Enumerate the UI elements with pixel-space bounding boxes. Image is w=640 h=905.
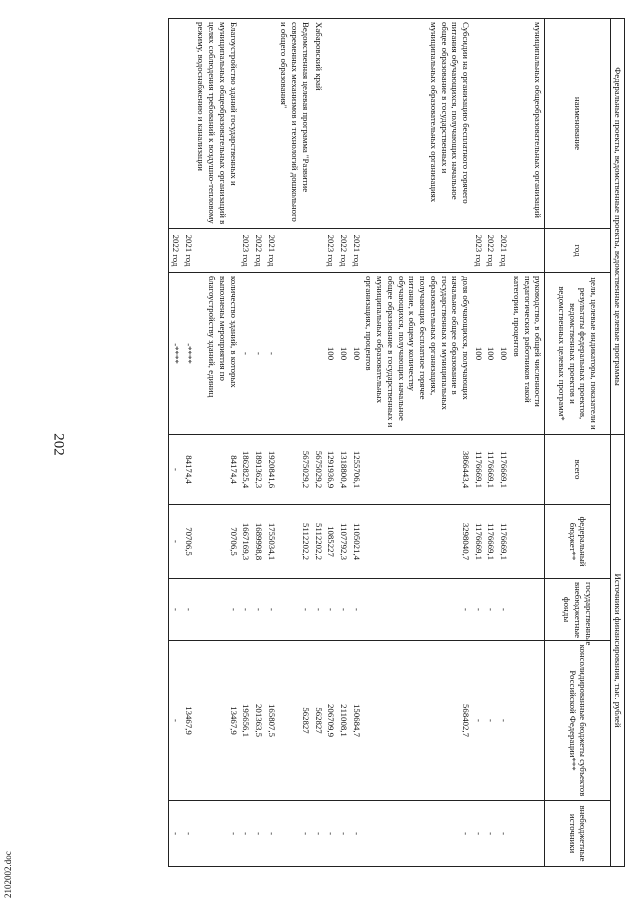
cell-total: 1255706,1 <box>350 435 363 505</box>
cell-regional: - <box>169 641 182 801</box>
cell-extra <box>510 801 545 867</box>
cell-federal: 1176669,1 <box>485 505 498 579</box>
cell-federal: 1105021,4 <box>350 505 363 579</box>
cell-total: - <box>169 435 182 505</box>
cell-year: 2022 год <box>485 229 498 273</box>
table-row <box>252 19 265 867</box>
cell-extra: - <box>497 801 510 867</box>
cell-name <box>240 19 253 229</box>
cell-total: 5675029,2 <box>278 435 312 505</box>
financing-table <box>168 18 625 867</box>
cell-total: 1176669,1 <box>472 435 485 505</box>
cell-name: Благоустройство зданий государственных и муниципальных общеобразовательных организаций в целях соблюдения требований к воздушно-тепловому режиму, водоснабжению и канализации <box>195 19 240 229</box>
cell-funds: - <box>182 579 195 641</box>
cell-regional: 13467,9 <box>195 641 240 801</box>
cell-federal: 5112202,2 <box>312 505 325 579</box>
cell-regional: 206709,9 <box>325 641 338 801</box>
cell-year <box>312 229 325 273</box>
cell-regional: 562827 <box>312 641 325 801</box>
table-row <box>363 19 472 867</box>
cell-funds <box>510 579 545 641</box>
cell-funds: - <box>265 579 278 641</box>
cell-federal: 5112202,2 <box>278 505 312 579</box>
header-year: год <box>545 229 611 273</box>
cell-year: 2023 год <box>240 229 253 273</box>
cell-funds: - <box>195 579 240 641</box>
table-row <box>350 19 363 867</box>
cell-federal: 1176669,1 <box>497 505 510 579</box>
cell-extra: - <box>182 801 195 867</box>
cell-goal: 100 <box>472 273 485 435</box>
cell-federal: 1107792,3 <box>337 505 350 579</box>
cell-funds: - <box>497 579 510 641</box>
cell-goal: - <box>252 273 265 435</box>
cell-extra: - <box>240 801 253 867</box>
cell-regional: 165807,5 <box>265 641 278 801</box>
cell-total: 1862825,4 <box>240 435 253 505</box>
header-total: всего <box>545 435 611 505</box>
cell-extra: - <box>195 801 240 867</box>
cell-regional: 211008,1 <box>337 641 350 801</box>
cell-regional: 150684,7 <box>350 641 363 801</box>
header-extra: внебюджетные источники <box>545 801 611 867</box>
cell-goal <box>312 273 325 435</box>
cell-total: 3866443,4 <box>363 435 472 505</box>
table-row <box>182 19 195 867</box>
cell-extra: - <box>363 801 472 867</box>
cell-funds: - <box>240 579 253 641</box>
cell-funds: - <box>325 579 338 641</box>
cell-total: 1176669,1 <box>485 435 498 505</box>
footer <box>3 851 17 898</box>
cell-federal <box>510 505 545 579</box>
cell-goal: - <box>265 273 278 435</box>
cell-regional: 201363,5 <box>252 641 265 801</box>
cell-year: 2022 год <box>337 229 350 273</box>
cell-name <box>169 19 182 229</box>
table-row <box>510 19 545 867</box>
cell-federal: 70706,5 <box>182 505 195 579</box>
header-goals: цели, целевые индикаторы, показатели и результаты федеральных проектов, ведомственных проектов и ведомственных целевых программ* <box>545 273 611 435</box>
cell-year: 2021 год <box>350 229 363 273</box>
cell-total: 1291936,9 <box>325 435 338 505</box>
cell-name <box>472 19 485 229</box>
cell-total: 84174,4 <box>195 435 240 505</box>
table-body <box>169 19 545 867</box>
cell-goal: 100 <box>497 273 510 435</box>
table-row <box>169 19 182 867</box>
cell-goal: руководство, в общей численности педагогических работников такой категории, процентов <box>510 273 545 435</box>
cell-total: 1318800,4 <box>337 435 350 505</box>
cell-extra: - <box>485 801 498 867</box>
cell-year: 2021 год <box>497 229 510 273</box>
cell-goal: количество зданий, в которых выполнены мероприятия по благоустройству зданий, единиц <box>195 273 240 435</box>
cell-name: Хабаровский край <box>312 19 325 229</box>
cell-funds: - <box>485 579 498 641</box>
cell-name <box>337 19 350 229</box>
cell-year: 2023 год <box>472 229 485 273</box>
cell-extra: - <box>265 801 278 867</box>
cell-funds: - <box>472 579 485 641</box>
cell-funds: - <box>278 579 312 641</box>
cell-federal: 3298040,7 <box>363 505 472 579</box>
cell-year: 2022 год <box>252 229 265 273</box>
cell-federal: 1085227 <box>325 505 338 579</box>
cell-regional: - <box>472 641 485 801</box>
cell-name: Ведомственная целевая программа "Развитие современных механизмов и технологий дошкольного и общего образования" <box>278 19 312 229</box>
cell-goal: -**** <box>182 273 195 435</box>
cell-name <box>497 19 510 229</box>
cell-federal: - <box>169 505 182 579</box>
rotated-page <box>35 18 625 866</box>
table-row <box>278 19 312 867</box>
cell-goal: доля обучающихся, получающих начальное общее образование в государственных и муниципальных образовательных организациях, получающих бесплатное горячее питание, к общему количеству обучающихся, получающих начальное общее образование в государственных и муниципальных образовательных организациях, процентов <box>363 273 472 435</box>
cell-year: 2021 год <box>265 229 278 273</box>
cell-goal <box>278 273 312 435</box>
cell-name <box>325 19 338 229</box>
cell-extra: - <box>312 801 325 867</box>
cell-federal: 1689998,8 <box>252 505 265 579</box>
cell-funds: - <box>337 579 350 641</box>
cell-total: 1891362,3 <box>252 435 265 505</box>
table-row <box>472 19 485 867</box>
cell-total: 84174,4 <box>182 435 195 505</box>
cell-year <box>510 229 545 273</box>
cell-extra: - <box>278 801 312 867</box>
cell-name <box>252 19 265 229</box>
cell-goal: 100 <box>325 273 338 435</box>
cell-extra: - <box>169 801 182 867</box>
cell-year <box>195 229 240 273</box>
cell-funds: - <box>252 579 265 641</box>
header-projects-group: Федеральные проекты, ведомственные проекты, ведомственные целевые программы <box>611 19 625 435</box>
cell-goal: 100 <box>337 273 350 435</box>
cell-funds: - <box>312 579 325 641</box>
cell-extra: - <box>252 801 265 867</box>
cell-federal: 1176669,1 <box>472 505 485 579</box>
cell-funds: - <box>363 579 472 641</box>
cell-year: 2021 год <box>182 229 195 273</box>
cell-funds: - <box>350 579 363 641</box>
cell-regional: 568402,7 <box>363 641 472 801</box>
table-row <box>265 19 278 867</box>
cell-funds: - <box>169 579 182 641</box>
cell-regional: 13467,9 <box>182 641 195 801</box>
cell-name <box>182 19 195 229</box>
table-row <box>337 19 350 867</box>
cell-goal: -**** <box>169 273 182 435</box>
cell-extra: - <box>472 801 485 867</box>
cell-total: 1176669,1 <box>497 435 510 505</box>
cell-year <box>278 229 312 273</box>
cell-federal: 70706,5 <box>195 505 240 579</box>
cell-regional: - <box>497 641 510 801</box>
cell-name: муниципальных общеобразовательных организаций <box>510 19 545 229</box>
cell-regional: 195656,1 <box>240 641 253 801</box>
cell-year: 2022 год <box>169 229 182 273</box>
header-sources-group: Источники финансирования, тыс. рублей <box>611 435 625 867</box>
cell-year <box>363 229 472 273</box>
header-funds: государственные внебюджетные фонды <box>545 579 611 641</box>
table-row <box>312 19 325 867</box>
table-row <box>325 19 338 867</box>
table-row <box>195 19 240 867</box>
header-regional: консолидированные бюджеты субъектов Российской Федерации*** <box>545 641 611 801</box>
cell-goal: 100 <box>350 273 363 435</box>
cell-extra: - <box>337 801 350 867</box>
cell-regional: 562827 <box>278 641 312 801</box>
cell-name <box>350 19 363 229</box>
footer-filename: 2102002.doc <box>3 851 13 898</box>
header-name: наименование <box>545 19 611 229</box>
cell-extra: - <box>350 801 363 867</box>
cell-federal: 1755034,1 <box>265 505 278 579</box>
cell-extra: - <box>325 801 338 867</box>
cell-total: 5675029,2 <box>312 435 325 505</box>
cell-goal: 100 <box>485 273 498 435</box>
cell-goal: - <box>240 273 253 435</box>
header-federal: федеральный бюджет** <box>545 505 611 579</box>
cell-name <box>485 19 498 229</box>
cell-name <box>265 19 278 229</box>
table-row <box>485 19 498 867</box>
table-row <box>240 19 253 867</box>
cell-total <box>510 435 545 505</box>
table-row <box>497 19 510 867</box>
cell-federal: 1667169,3 <box>240 505 253 579</box>
cell-name: Субсидии на организацию бесплатного горячего питания обучающихся, получающих начальное общее образование в государственных и муниципальных образовательных организациях <box>363 19 472 229</box>
cell-regional <box>510 641 545 801</box>
cell-total: 1920841,6 <box>265 435 278 505</box>
cell-year: 2023 год <box>325 229 338 273</box>
cell-regional: - <box>485 641 498 801</box>
page-number: 202 <box>50 433 67 456</box>
